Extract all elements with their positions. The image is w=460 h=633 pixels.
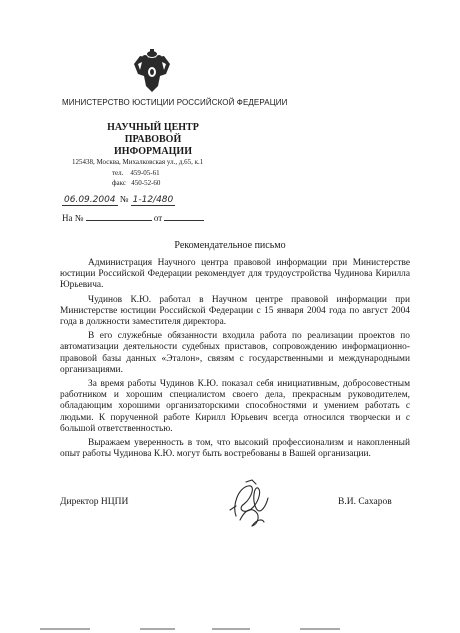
letter-title: Рекомендательное письмо xyxy=(174,240,286,251)
double-headed-eagle-icon xyxy=(132,46,172,94)
outgoing-number: 1-12/480 xyxy=(132,195,174,205)
ministry-name: МИНИСТЕРСТВО ЮСТИЦИИ РОССИЙСКОЙ ФЕДЕРАЦИИ xyxy=(62,98,288,107)
phone-line xyxy=(112,168,160,178)
reference-from: от xyxy=(153,213,163,223)
reference-number-blank xyxy=(86,212,152,221)
outgoing-number-line xyxy=(62,194,175,205)
fax-line xyxy=(112,178,160,188)
handwritten-signature-icon xyxy=(222,476,282,532)
number-sign: № xyxy=(119,194,129,204)
phone-label: тел. xyxy=(112,169,124,177)
reference-line xyxy=(62,212,204,223)
organization-name-line2: ИНФОРМАЦИИ xyxy=(114,146,192,157)
fax-label: факс xyxy=(112,179,126,187)
organization-name-line1: НАУЧНЫЙ ЦЕНТР ПРАВОВОЙ xyxy=(107,122,199,145)
organization-name xyxy=(78,122,228,158)
paragraph: Выражаем уверенность в том, что высокий профессионализм и накопленный опыт работы Чудинова К.Ю. могут быть востребованы в Вашей организации. xyxy=(60,438,410,460)
phone-value: 459-05-61 xyxy=(130,169,160,177)
outgoing-date: 06.09.2004 xyxy=(64,195,116,205)
contacts xyxy=(112,168,160,188)
signatory-name: В.И. Сахаров xyxy=(338,497,392,507)
paragraph: Администрация Научного центра правовой информации при Министерстве юстиции Российской Федерации рекомендует для трудоустройства Чудинова Кирилла Юрьевича. xyxy=(60,258,410,291)
reference-label: На № xyxy=(62,213,84,223)
page-edge-marks xyxy=(0,625,460,633)
paragraph: Чудинов К.Ю. работал в Научном центре правовой информации при Министерстве юстиции Российской Федерации с 15 января 2004 года по август 2004 года в должности заместителя директора. xyxy=(60,294,410,328)
address: 125438, Москва, Михалковская ул., д.65, к.1 xyxy=(72,158,204,166)
paragraph: За время работы Чудинов К.Ю. показал себя инициативным, добросовестным работником и хорошим специалистом своего дела, прекрасным руководителем, обладающим хорошими организаторскими способностями и умением работать с людьми. К порученной работе Кирилл Юрьевич всегда относился творчески и с большой ответственностью. xyxy=(60,379,410,434)
letter-body xyxy=(60,258,410,463)
paragraph: В его служебные обязанности входила работа по реализации проектов по автоматизации деятельности судебных приставов, сопровождению информационно-правовой базы данных «Эталон», связям с государственными и международными организациями. xyxy=(60,331,410,375)
signatory-position: Директор НЦПИ xyxy=(60,497,129,507)
fax-value: 450-52-60 xyxy=(131,179,161,187)
reference-date-blank xyxy=(164,212,204,221)
